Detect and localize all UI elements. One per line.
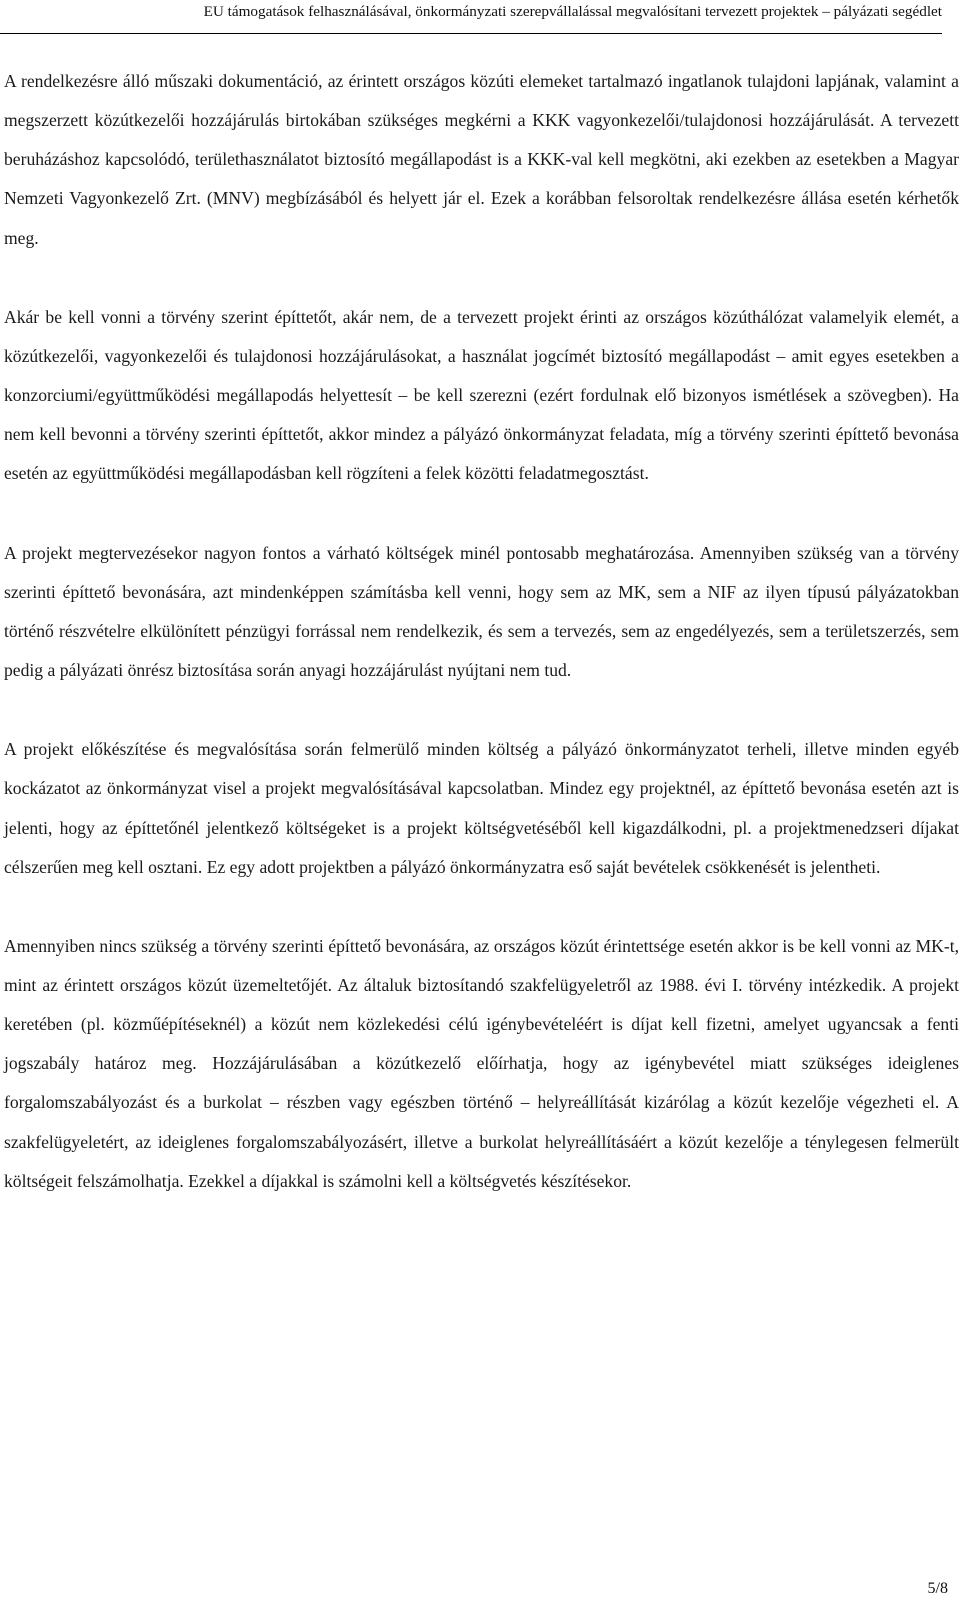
paragraph-road-supervision: Amennyiben nincs szükség a törvény szerinti építtető bevonására, az országos közút érintettsége esetén akkor is be kell vonni az MK-t, mint az érintett országos közút üzemeltetőjét. Az általuk biztosítandó szakfelügyeletről az 1988. évi I. törvény intézkedik. A projekt keretében (pl. közműépítéseknél) a közút nem közlekedési célú igénybevételéért is díjat kell fizetni, amelyet ugyancsak a fenti jogszabály határoz meg. Hozzájárulásában a közútkezelő előírhatja, hogy az igénybevétel miatt szükséges ideiglenes forgalomszabályozást és a burkolat – részben vagy egészben történő – helyreállítását kizárólag a közút kezelője végezheti el. A szakfelügyeletért, az ideiglenes forgalomszabályozásért, illetve a burkolat helyreállításáért a közút kezelője a ténylegesen felmerült költségeit felszámolhatja. Ezekkel a díjakkal is számolni kell a költségvetés készítésekor. xyxy=(4,935,959,1191)
paragraph-documentation-consent: A rendelkezésre álló műszaki dokumentáció, az érintett országos közúti elemeket tartalmazó ingatlanok tulajdoni lapjának, valamint a megszerzett közútkezelői hozzájárulás birtokában szükséges megkérni a KKK vagyonkezelői/tulajdonosi hozzájárulását. A tervezett beruházáshoz kapcsolódó, területhasználatot biztosító megállapodást is a KKK-val kell megkötni, aki ezekben az esetekben a Magyar Nemzeti Vagyonkezelő Zrt. (MNV) megbízásából és helyett jár el. Ezek a korábban felsoroltak rendelkezésre állása esetén kérhetők meg. xyxy=(4,71,959,248)
paragraph-cost-planning: A projekt megtervezésekor nagyon fontos a várható költségek minél pontosabb meghatározása. Amennyiben szükség van a törvény szerinti építtető bevonására, azt mindenképpen számításba kell venni, hogy sem az MK, sem a NIF az ilyen típusú pályázatokban történő részvételre elkülönített pénzügyi forrással nem rendelkezik, és sem a tervezés, sem az engedélyezés, sem a területszerzés, sem pedig a pályázati önrész biztosítása során anyagi hozzájárulást nyújtani nem tud. xyxy=(4,542,959,681)
page-header-title: EU támogatások felhasználásával, önkormányzati szerepvállalással megvalósítani tervezett projektek – pályázati segédlet xyxy=(203,3,942,20)
document-body xyxy=(4,62,959,1241)
page-number: 5/8 xyxy=(927,1580,948,1597)
page-header xyxy=(0,0,942,34)
paragraph-builder-involvement: Akár be kell vonni a törvény szerint építtetőt, akár nem, de a tervezett projekt érinti az országos közúthálózat valamelyik elemét, a közútkezelői, vagyonkezelői és tulajdonosi hozzájárulásokat, a használat jogcímét biztosító megállapodást – amit egyes esetekben a konzorciumi/együttműködési megállapodás helyettesít – be kell szerezni (ezért fordulnak elő bizonyos ismétlések a szövegben). Ha nem kell bevonni a törvény szerinti építtetőt, akkor mindez a pályázó önkormányzat feladata, míg a törvény szerinti építtető bevonása esetén az együttműködési megállapodásban kell rögzíteni a felek közötti feladatmegosztást. xyxy=(4,306,959,484)
paragraph-municipal-costs: A projekt előkészítése és megvalósítása során felmerülő minden költség a pályázó önkormányzatot terheli, illetve minden egyéb kockázatot az önkormányzat visel a projekt megvalósításával kapcsolatban. Mindez egy projektnél, az építtető bevonása esetén azt is jelenti, hogy az építtetőnél jelentkező költségeket is a projekt költségvetéséből kell kigazdálkodni, pl. a projektmenedzseri díjakat célszerűen meg kell osztani. Ez egy adott projektben a pályázó önkormányzatra eső saját bevételek csökkenését is jelentheti. xyxy=(4,739,959,877)
